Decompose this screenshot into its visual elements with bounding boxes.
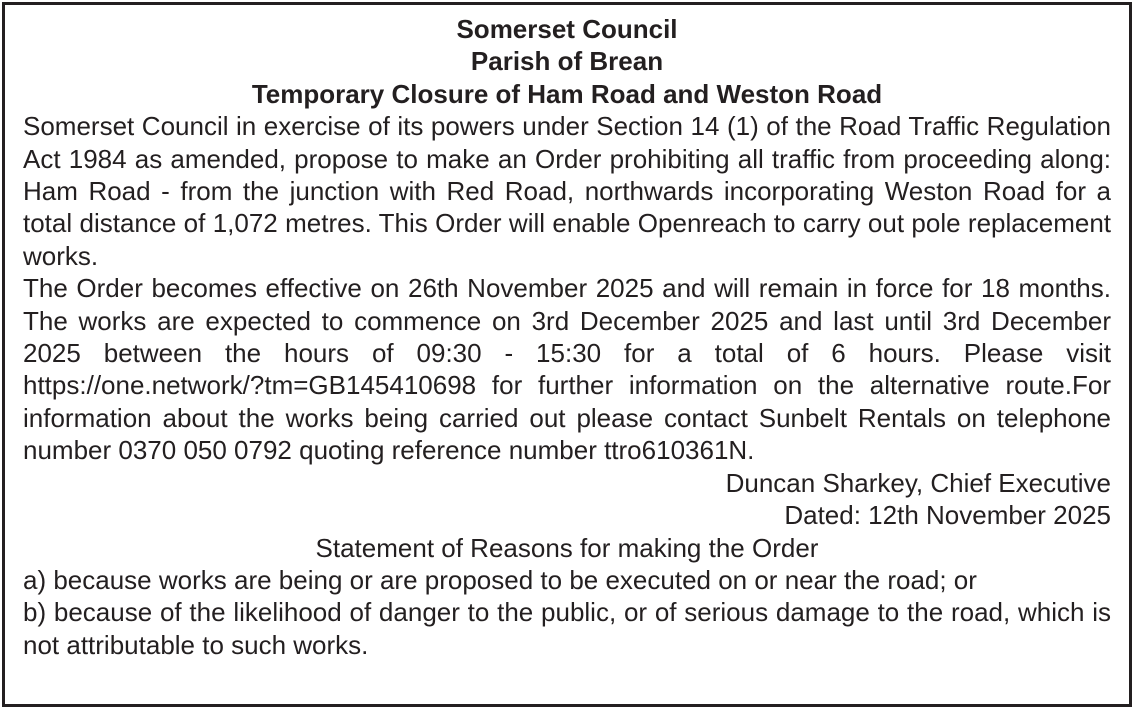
notice-parish-title: Parish of Brean [470, 46, 664, 77]
notice-paragraph-order: Somerset Council in exercise of its powers under Section 14 (1) of the Road Traffic Regulation Act 1984 as amended, propose to make an Order prohibiting all traffic from proceeding along: Ham Road - from the junction with Red Road, northwards incorporating Weston Road for a total distance of 1,072 metres. This Order will enable Openreach to carry out pole replacement works. [23, 111, 1111, 271]
public-notice [2, 2, 1132, 707]
notice-council-title: Somerset Council [456, 14, 678, 44]
reasons-title: Statement of Reasons for making the Order [315, 532, 819, 563]
notice-paragraph-details: The Order becomes effective on 26th November 2025 and will remain in force for 18 months. The works are expected to commence on 3rd December 2025 and last until 3rd December 2025 between the hours of 09:30 - 15:30 for a total of 6 hours. Please visit https://one.network/?tm=GB145410698 for further information on the alternative route.For information about the works being carried out please contact Sunbelt Rentals on telephone number 0370 050 0792 quoting reference number ttro610361N. [23, 273, 1111, 466]
notice-closure-title: Temporary Closure of Ham Road and Weston Road [251, 78, 883, 109]
signature-date: Dated: 12th November 2025 [784, 500, 1111, 531]
reason-item-a: a) because works are being or are proposed to be executed on or near the road; or [23, 564, 977, 595]
signatory-name: Duncan Sharkey, Chief Executive [725, 467, 1111, 498]
reason-item-b: b) because of the likelihood of danger to the public, or of serious damage to the road, which is not attributable to such works. [23, 597, 1111, 660]
